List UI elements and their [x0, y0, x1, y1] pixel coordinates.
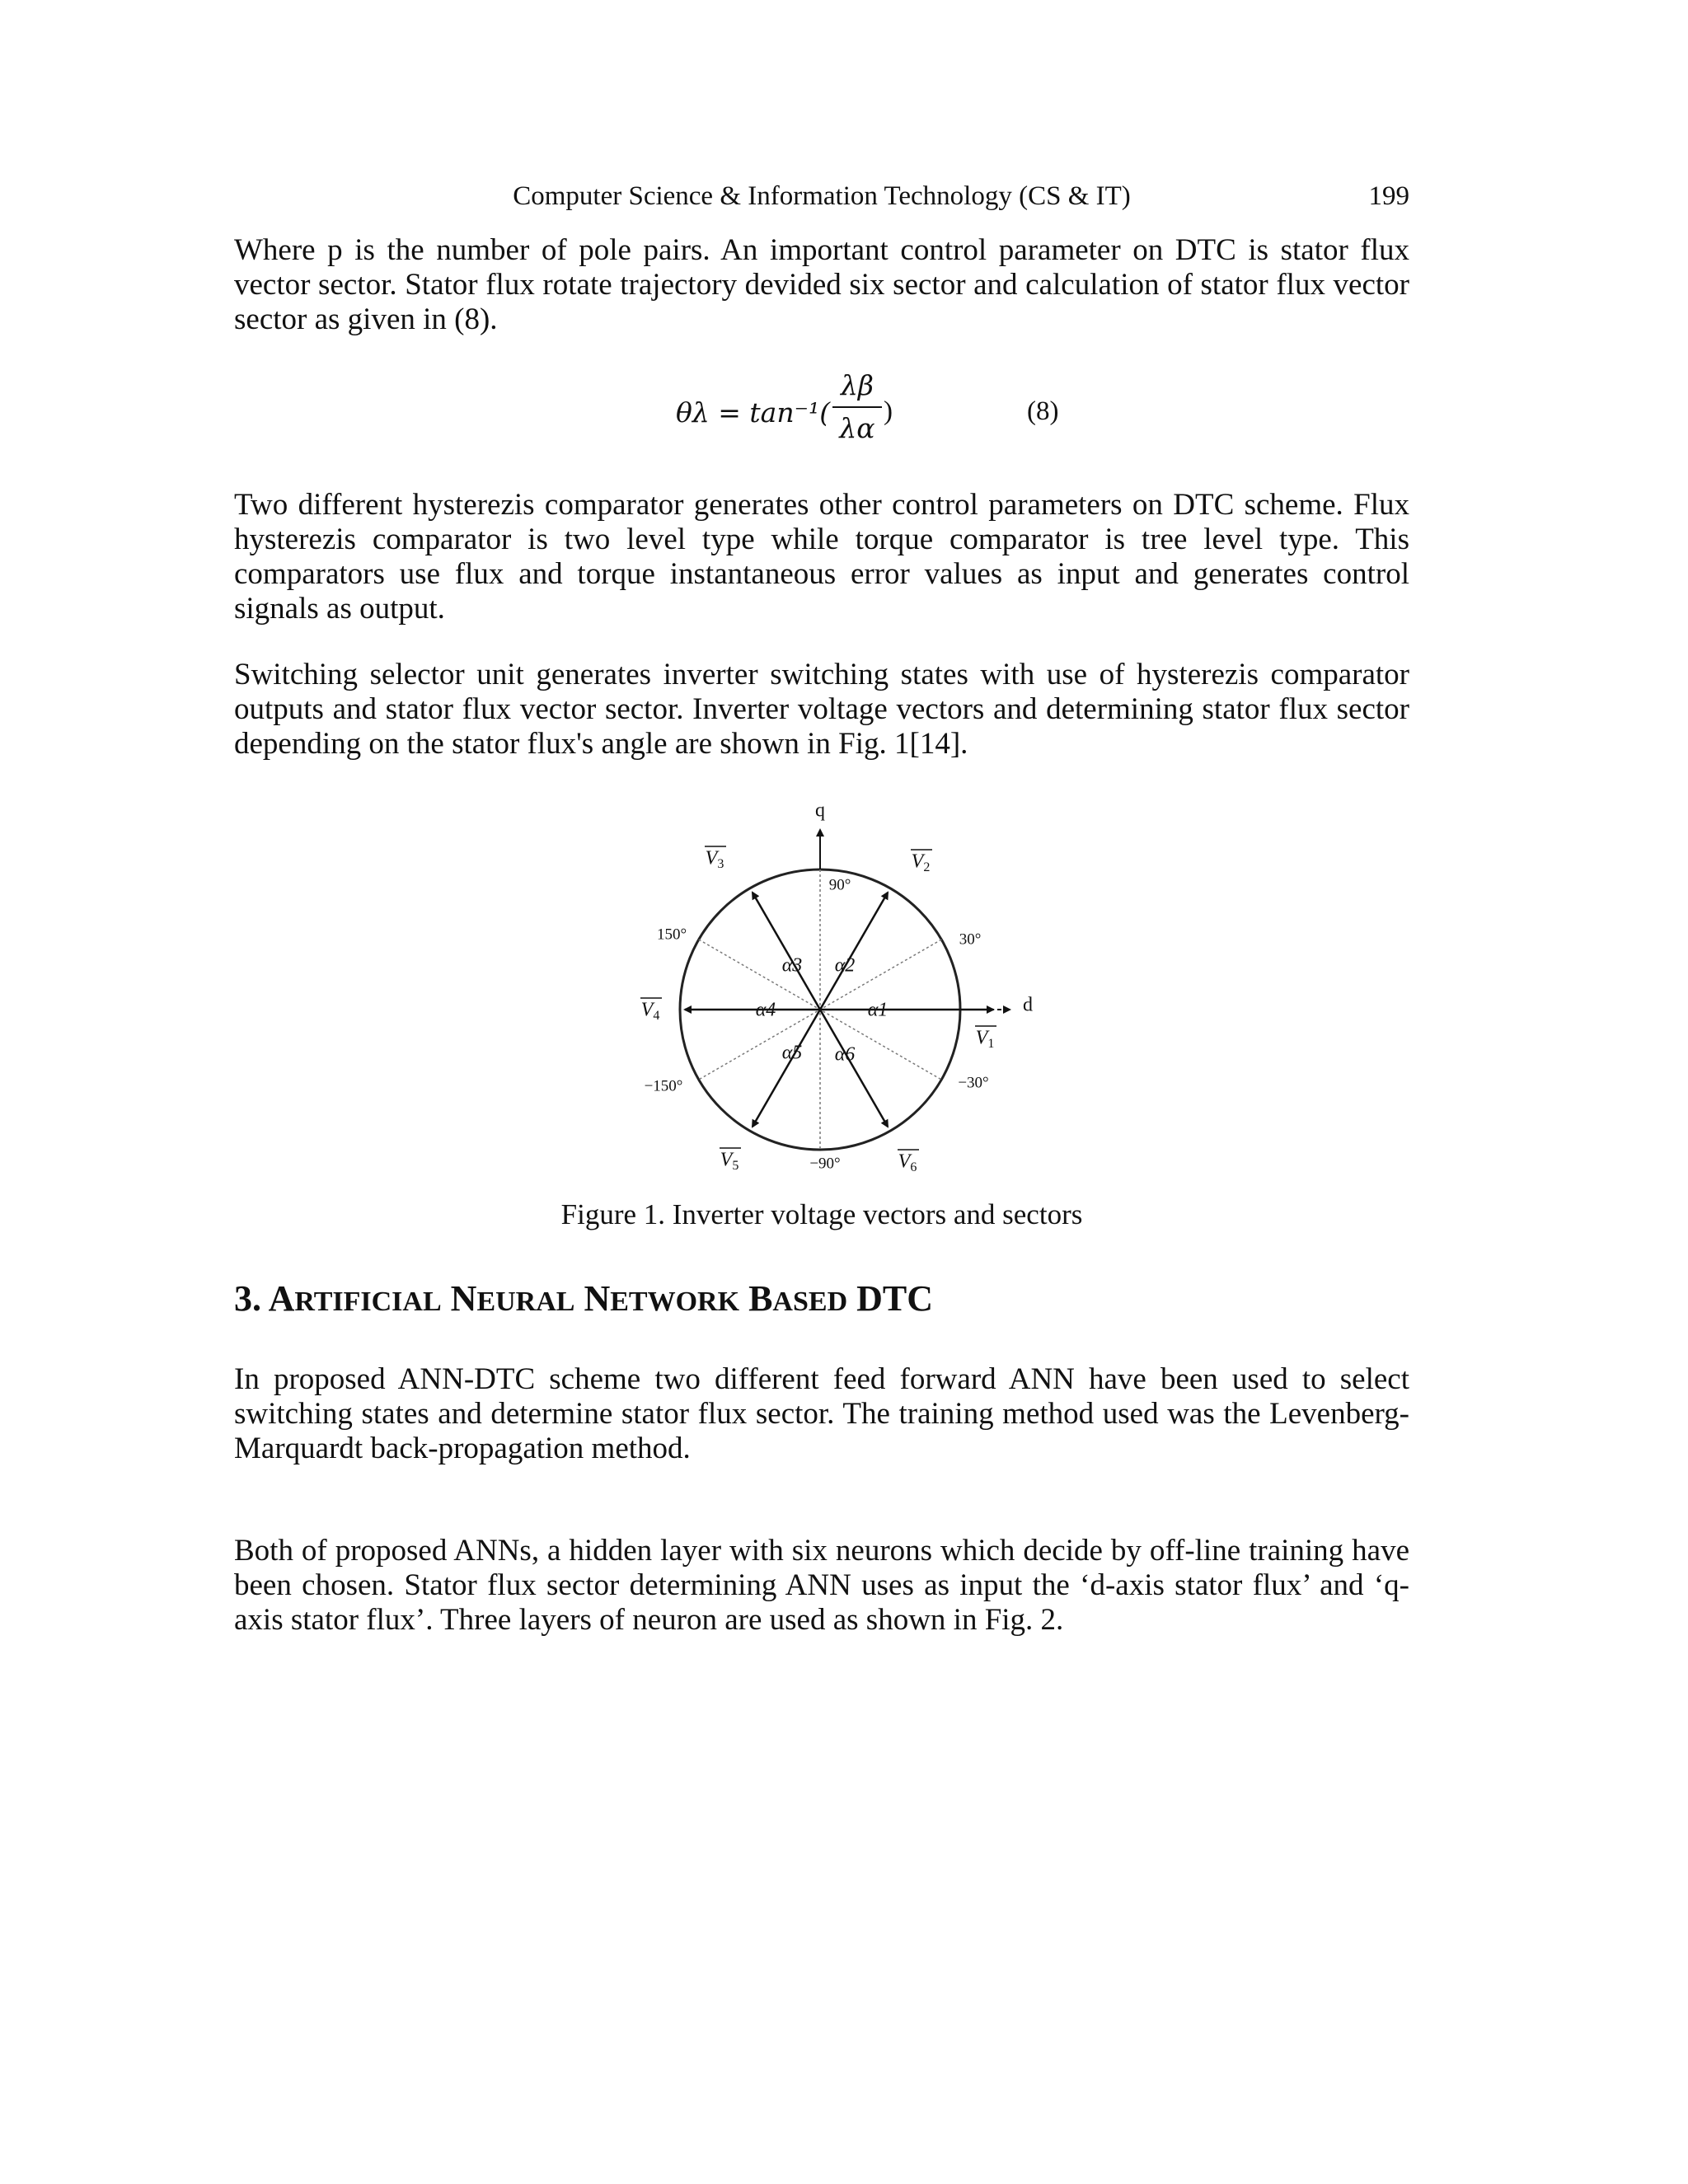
heading-word-3: NETWORK — [584, 1278, 740, 1319]
angle-minus-90: −90° — [809, 1155, 841, 1173]
equation-close-paren: ) — [884, 396, 893, 426]
equation-denominator: λα — [839, 412, 875, 444]
sector-label-2: α2 — [834, 954, 856, 977]
vector-label-v6: $V_6$ — [898, 1151, 917, 1174]
page-number: 199 — [1368, 181, 1409, 211]
heading-word-4: BASED — [748, 1278, 848, 1319]
angle-minus-150: −150° — [644, 1077, 683, 1095]
equation-number: (8) — [1027, 396, 1059, 426]
diagram-labels — [640, 800, 1033, 1174]
heading-word-2: NEURAL — [450, 1278, 575, 1319]
vector-label-v3: $V_3$ — [705, 847, 724, 871]
equation-fraction — [832, 367, 882, 448]
vector-label-v4: $V_4$ — [640, 999, 660, 1023]
running-header — [234, 181, 1409, 223]
vector-label-v2: $V_2$ — [911, 851, 931, 874]
sector-label-6: α6 — [834, 1043, 856, 1066]
sector-label-4: α4 — [755, 999, 776, 1021]
angle-90: 90° — [828, 876, 851, 894]
equation-numerator: λβ — [841, 369, 874, 401]
sector-label-1: α1 — [867, 999, 889, 1021]
paragraph-4: In proposed ANN-DTC scheme two different feed forward ANN have been used to select switching states and determine stator flux sector. The training method used was the Levenberg-Marquardt back-propagation method. — [234, 1362, 1409, 1465]
vector-label-v1: $V_1$ — [975, 1027, 995, 1051]
paragraph-3: Switching selector unit generates inverter switching states with use of hysterezis comparator outputs and stator flux vector sector. Inverter voltage vectors and determining stator flux sector depending on the stator flux's angle are shown in Fig. 1[14]. — [234, 658, 1409, 761]
voltage-vector-v6 — [820, 1010, 888, 1127]
q-axis-label: q — [815, 799, 825, 822]
voltage-vector-diagram — [610, 787, 1071, 1191]
section-number: 3. — [234, 1278, 261, 1319]
vector-label-v5: $V_5$ — [720, 1149, 739, 1173]
d-axis-label: d — [1023, 994, 1033, 1016]
section-heading — [234, 1277, 933, 1319]
voltage-vector-v5 — [753, 1010, 820, 1127]
voltage-vector-v3 — [753, 893, 820, 1010]
figure-1 — [610, 787, 1071, 1191]
sector-label-5: α5 — [781, 1042, 803, 1064]
figure-caption: Figure 1. Inverter voltage vectors and sectors — [560, 1198, 1083, 1230]
paragraph-1: Where p is the number of pole pairs. An important control parameter on DTC is stator flux vector sector. Stator flux rotate trajectory devided six sector and calculation of stator flux vector sector as given in (8). — [234, 233, 1409, 336]
paragraph-2: Two different hysterezis comparator generates other control parameters on DTC scheme. Flux hysterezis comparator is two level type while torque comparator is tree level type. This comparators use flux and torque instantaneous error values as input and generates control signals as output. — [234, 488, 1409, 626]
paragraph-5: Both of proposed ANNs, a hidden layer with six neurons which decide by off-line training have been chosen. Stator flux sector determining ANN uses as input the ‘d-axis stator flux’ and ‘q-axis stator flux’. Three layers of neuron are used as shown in Fig. 2. — [234, 1534, 1409, 1637]
equation-lhs: θλ = tan⁻¹( — [676, 396, 831, 429]
heading-word-5: DTC — [856, 1278, 934, 1319]
journal-title: Computer Science & Information Technology (CS & IT) — [513, 181, 1131, 211]
angle-30: 30° — [959, 930, 982, 949]
equation-8 — [676, 367, 1104, 457]
heading-word-1: ARTIFICIAL — [268, 1278, 442, 1319]
angle-150: 150° — [656, 926, 687, 944]
voltage-vector-v2 — [820, 893, 888, 1010]
angle-minus-30: −30° — [958, 1074, 989, 1092]
sector-label-3: α3 — [781, 954, 803, 977]
fraction-bar — [832, 406, 882, 408]
